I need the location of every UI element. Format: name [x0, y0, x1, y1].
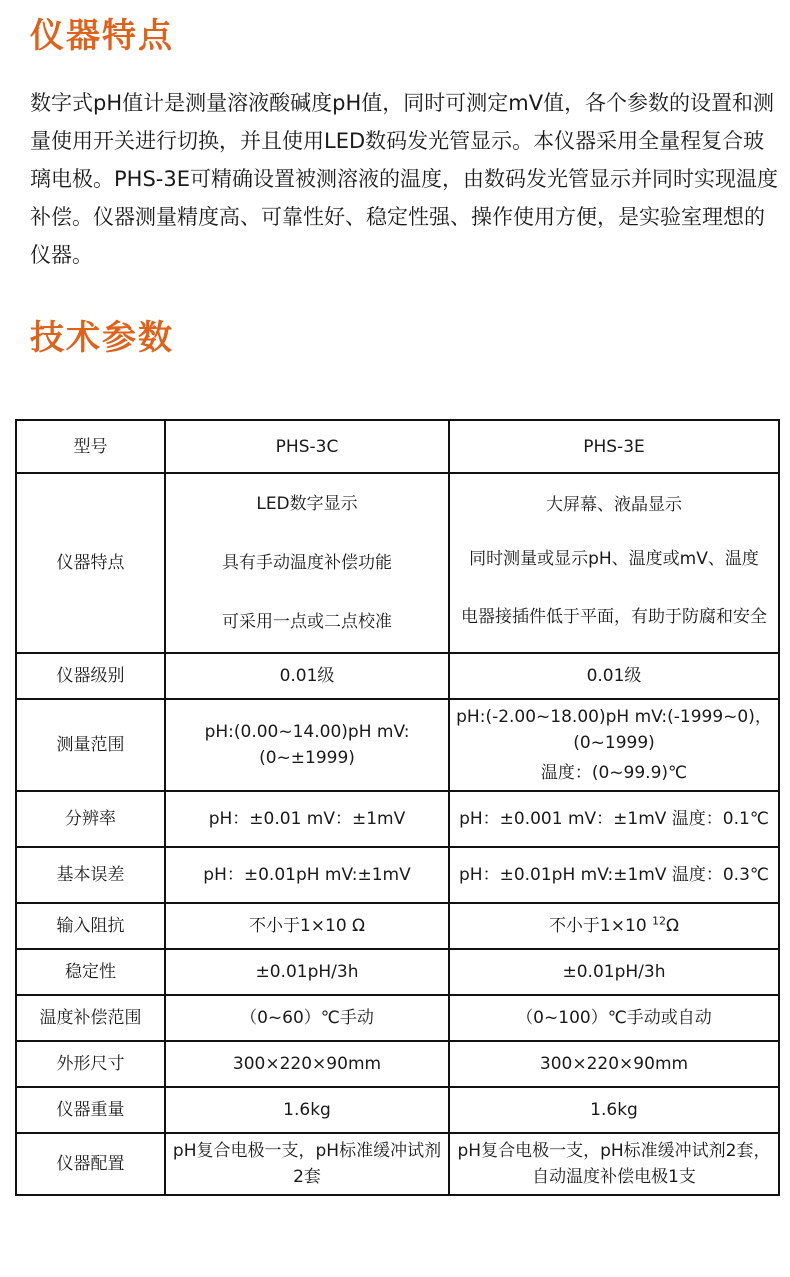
label-size: 外形尺寸: [16, 1041, 165, 1087]
table-row-weight: [16, 1087, 779, 1133]
impedance-unit: Ω: [666, 916, 680, 936]
features-heading: 仪器特点: [30, 16, 174, 56]
config-phs3c: pH复合电极一支，pH标准缓冲试剂2套: [165, 1133, 449, 1195]
table-row-features: [16, 473, 779, 653]
table-row-resolution: [16, 791, 779, 847]
label-features: 仪器特点: [16, 473, 165, 653]
range-phs3e: [449, 699, 779, 791]
stability-phs3e: ±0.01pH/3h: [449, 949, 779, 995]
impedance-phs3e: [449, 903, 779, 949]
feature-item: 大屏幕、液晶显示: [546, 495, 682, 515]
label-weight: 仪器重量: [16, 1087, 165, 1133]
error-phs3c: pH：±0.01pH mV:±1mV: [165, 847, 449, 903]
weight-phs3e: 1.6kg: [449, 1087, 779, 1133]
error-phs3e: pH：±0.01pH mV:±1mV 温度：0.3℃: [449, 847, 779, 903]
features-phs3e: [449, 473, 779, 653]
size-phs3c: 300×220×90mm: [165, 1041, 449, 1087]
model-phs3c: PHS-3C: [165, 420, 449, 473]
temp-comp-phs3e: （0~100）℃手动或自动: [449, 995, 779, 1041]
range-phs3c: pH:(0.00~14.00)pH mV:(0~±1999): [165, 699, 449, 791]
size-phs3e: 300×220×90mm: [449, 1041, 779, 1087]
label-error: 基本误差: [16, 847, 165, 903]
label-config: 仪器配置: [16, 1133, 165, 1195]
features-phs3c: [165, 473, 449, 653]
stability-phs3c: ±0.01pH/3h: [165, 949, 449, 995]
resolution-phs3c: pH：±0.01 mV：±1mV: [165, 791, 449, 847]
spec-table: [15, 419, 780, 1196]
feature-item: LED数字显示: [256, 494, 358, 514]
table-row-temp-comp: [16, 995, 779, 1041]
impedance-phs3c: 不小于1×10 Ω: [165, 903, 449, 949]
features-description: 数字式pH值计是测量溶液酸碱度pH值，同时可测定mV值，各个参数的设置和测量使用开关进行切换，并且使用LED数码发光管显示。本仪器采用全量程复合玻璃电极。PHS-3E可精确设置被测溶液的温度，由数码发光管显示并同时实现温度补偿。仪器测量精度高、可靠性好、稳定性强、操作使用方便，是实验室理想的仪器。: [30, 91, 778, 267]
feature-item: 同时测量或显示pH、温度或mV、温度: [469, 549, 759, 569]
resolution-phs3e: pH：±0.001 mV：±1mV 温度：0.1℃: [449, 791, 779, 847]
table-row-size: [16, 1041, 779, 1087]
grade-phs3e: 0.01级: [449, 653, 779, 699]
range-phs3e-temp: 温度：(0~99.9)℃: [540, 763, 688, 783]
weight-phs3c: 1.6kg: [165, 1087, 449, 1133]
table-row-impedance: [16, 903, 779, 949]
table-row-grade: [16, 653, 779, 699]
config-phs3e: pH复合电极一支，pH标准缓冲试剂2套，自动温度补偿电极1支: [449, 1133, 779, 1195]
label-stability: 稳定性: [16, 949, 165, 995]
table-row-model: [16, 420, 779, 473]
table-row-error: [16, 847, 779, 903]
range-phs3e-ph-mv: pH:(-2.00~18.00)pH mV:(-1999~0)， (0~1999): [456, 707, 772, 753]
table-row-range: [16, 699, 779, 791]
label-model: 型号: [16, 420, 165, 473]
label-impedance: 输入阻抗: [16, 903, 165, 949]
model-phs3e: PHS-3E: [449, 420, 779, 473]
grade-phs3c: 0.01级: [165, 653, 449, 699]
label-grade: 仪器级别: [16, 653, 165, 699]
label-temp-comp: 温度补偿范围: [16, 995, 165, 1041]
feature-item: 可采用一点或二点校准: [222, 612, 392, 632]
feature-item: 具有手动温度补偿功能: [222, 553, 392, 573]
impedance-base: 不小于1×10: [548, 916, 653, 936]
specs-heading: 技术参数: [30, 318, 174, 358]
temp-comp-phs3c: （0~60）℃手动: [165, 995, 449, 1041]
feature-item: 电器接插件低于平面，有助于防腐和安全: [461, 607, 767, 627]
label-resolution: 分辨率: [16, 791, 165, 847]
impedance-exponent: 12: [652, 914, 667, 928]
label-range: 测量范围: [16, 699, 165, 791]
table-row-stability: [16, 949, 779, 995]
table-row-config: [16, 1133, 779, 1195]
